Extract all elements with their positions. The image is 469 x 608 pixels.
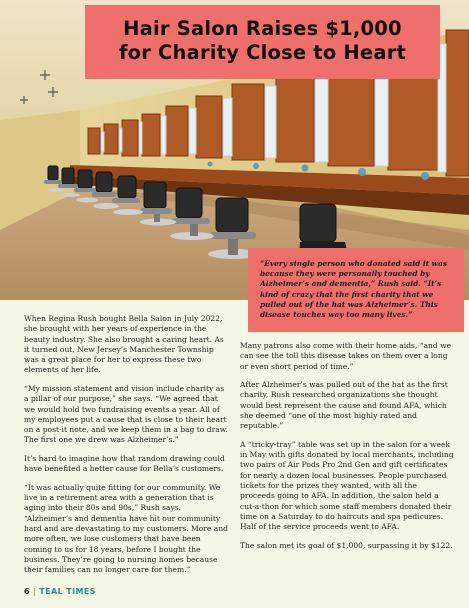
paragraph: “It was actually quite fitting for our community. We live in a retirement area with a generation that is aging into their 80s and 90s,” Rush says. “Alzheimer’s and dementia have hit our community hard and are devastating to my customers. More and more often, we lose customers that have been coming to us for 18 years, before I bought the business. They’re going to nursing homes because their families can no longer care for them.” <box>24 482 228 575</box>
paragraph: A “tricky-tray” table was set up in the salon for a week in May with gifts donated by local merchants, including two pairs of Air Pods Pro 2nd Gen and gift certificates for nearly a dozen local businesses. People purchased tickets for the prizes they wanted, with all the proceeds going to AFA. In addition, the salon held a cut-a-thon for which some staff members donated their time on a Saturday to do haircuts and spa pedicures. Half of the service proceeds went to AFA. <box>240 439 454 532</box>
headline-line-2: for Charity Close to Heart <box>118 41 407 64</box>
page-number: 6 <box>24 587 30 596</box>
paragraph: Many patrons also come with their home aids, “and we can see the toll this disease takes on them over a long or even short period of time.” <box>240 341 452 371</box>
article-headline <box>85 5 440 79</box>
article-column-right <box>240 341 454 559</box>
footer-separator: | <box>32 587 37 596</box>
paragraph: “My mission statement and vision include charity as a pillar of our purpose,” she says. “We agreed that we would hold two fundraising events a year. All of my employees put a cause that is close to their heart on a post-it note, and we keep them in a bag to draw. The first one we drew was Alzheimer’s.” <box>24 383 228 445</box>
pull-quote: “Every single person who donated said it was because they were personally touched by Alzheimer’s and dementia,” Rush said. “It’s kind of crazy that the first charity that we pulled out of the hat was Alzheimer’s. This disease touches way too many lives.” <box>248 248 464 332</box>
paragraph: When Regina Rush bought Bella Salon in July 2022, she brought with her years of experience in the beauty industry. She also brought a caring heart. As it turned out, New Jersey’s Manchester Township was a great place for her to express these two elements of her life. <box>24 314 224 375</box>
page-footer <box>24 587 96 596</box>
magazine-name: TEAL TIMES <box>39 587 96 596</box>
paragraph: The salon met its goal of $1,000, surpassing it by $122. <box>240 540 453 550</box>
article-column-left <box>24 314 228 584</box>
paragraph: After Alzheimer’s was pulled out of the hat as the first charity, Rush researched organizations she thought would best represent the cause and found AFA, which she deemed “one of the most highly rated and reputable.” <box>240 380 448 431</box>
headline-line-1: Hair Salon Raises $1,000 <box>123 17 402 40</box>
paragraph: It’s hard to imagine how that random drawing could have benefited a better cause for Bella’s customers. <box>24 453 225 474</box>
